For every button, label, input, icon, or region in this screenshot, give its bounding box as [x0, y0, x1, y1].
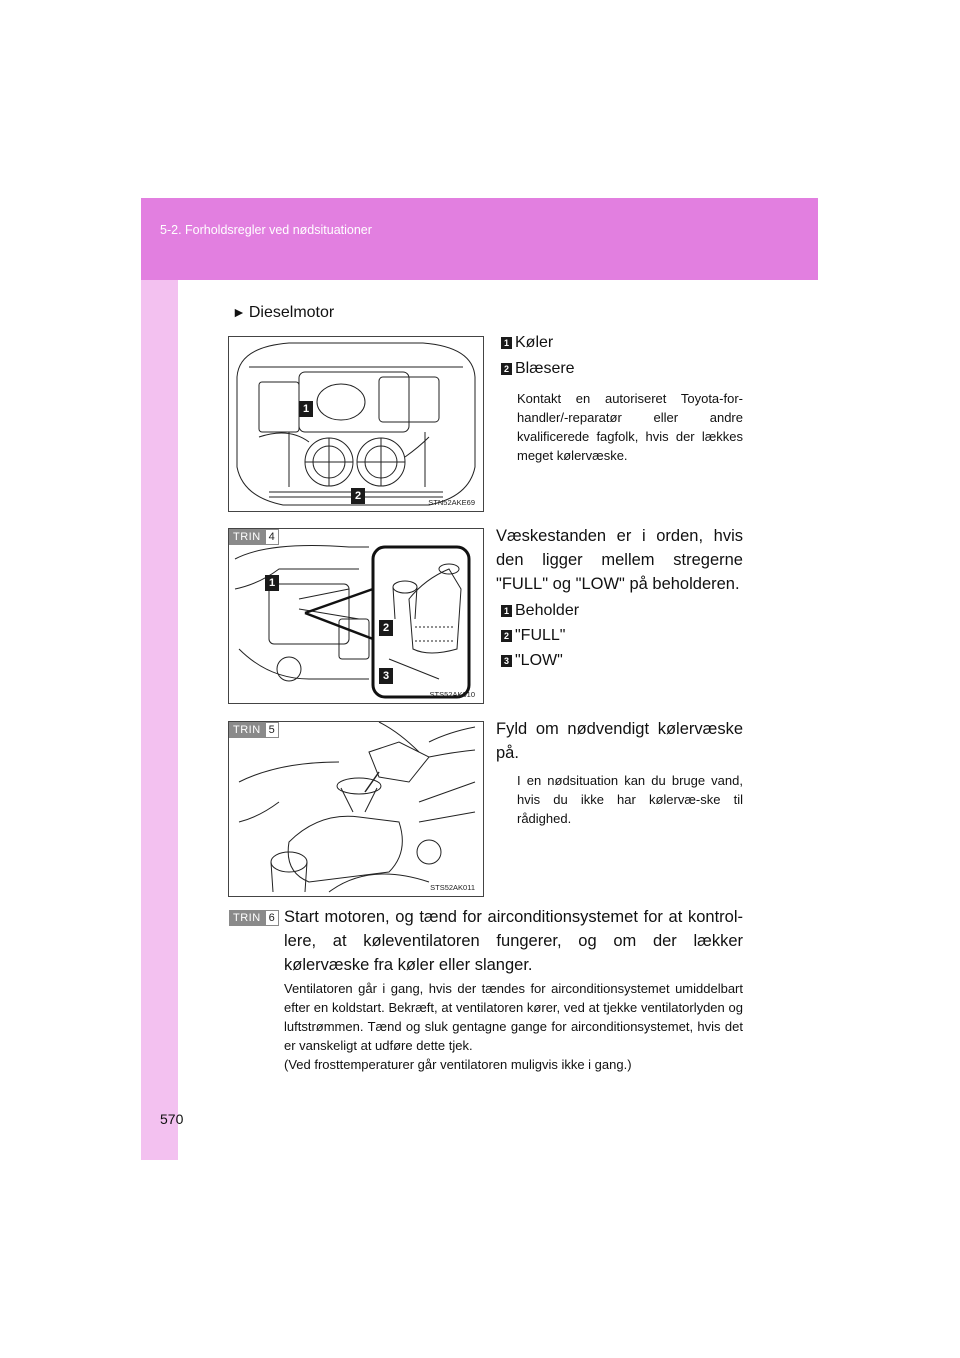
- step-number: 4: [265, 529, 279, 545]
- list-item: 3 "LOW": [501, 652, 563, 670]
- note-text: Ventilatoren går i gang, hvis der tændes for airconditionsystemet umiddelbart efter en koldstart. Bekræft, at ventilatoren kører, ved at tjekke ventilatorlyden og luftstrømmen. Tænd og sluk gentagne gange for airconditionsystemet, hvis det er vanskeligt at udføre dette tjek.: [284, 981, 743, 1053]
- figure-code: STN52AKE69: [428, 498, 475, 507]
- callout-2: 2: [379, 620, 393, 636]
- side-strip: [141, 280, 178, 1160]
- refill-illustration: [229, 722, 483, 896]
- step-label: TRIN: [229, 529, 265, 545]
- header-bar: [141, 198, 818, 280]
- step-badge: [229, 722, 279, 738]
- list-item: 2 Blæsere: [501, 360, 575, 378]
- page-number: 570: [160, 1111, 184, 1127]
- figure-coolant-reservoir: [228, 528, 484, 704]
- number-badge: 2: [501, 630, 512, 642]
- number-badge: 3: [501, 655, 512, 667]
- callout-2: 2: [351, 488, 365, 504]
- number-badge: 1: [501, 337, 512, 349]
- figure-engine-bay-diesel: [228, 336, 484, 512]
- step-badge: [229, 529, 279, 545]
- note-text-2: (Ved frosttemperaturer går ventilatoren muligvis ikke i gang.): [284, 1057, 632, 1072]
- callout-1: 1: [265, 575, 279, 591]
- list-item: 2 "FULL": [501, 627, 565, 645]
- step-text: Fyld om nødvendigt kølervæske på.: [496, 720, 743, 762]
- step-label: TRIN: [229, 722, 265, 738]
- step-text: Væskestanden er i orden, hvis den ligger mellem stregerne "FULL" og "LOW" på beholderen.: [496, 527, 743, 593]
- figure-code: STS52AK011: [430, 883, 475, 892]
- step-label: TRIN: [229, 910, 265, 926]
- reservoir-illustration: [229, 529, 483, 703]
- note-text: Kontakt en autoriseret Toyota-for-handler/-reparatør eller andre kvalificerede fagfolk, hvis der lækkes meget kølervæske.: [517, 391, 743, 463]
- step-badge: [229, 910, 279, 926]
- list-item: 1 Køler: [501, 334, 553, 352]
- subhead-label: Dieselmotor: [248, 304, 335, 321]
- triangle-bullet-icon: ►: [232, 304, 246, 320]
- number-badge: 1: [501, 605, 512, 617]
- step-number: 5: [265, 722, 279, 738]
- engine-bay-illustration: [229, 337, 483, 511]
- callout-1: 1: [299, 401, 313, 417]
- section-title: 5-2. Forholdsregler ved nødsituationer: [160, 223, 372, 237]
- list-item: 1 Beholder: [501, 602, 579, 620]
- subhead: [232, 304, 334, 322]
- step-text: Start motoren, og tænd for airconditionsystemet for at kontrol-lere, at køleventilatoren fungerer, og om der lækker kølervæske fra køler eller slanger.: [284, 908, 743, 974]
- note-text: I en nødsituation kan du bruge vand, hvis du ikke har kølervæ-ske til rådighed.: [517, 773, 743, 826]
- callout-3: 3: [379, 668, 393, 684]
- figure-refill-coolant: [228, 721, 484, 897]
- figure-code: STS52AK010: [429, 690, 475, 699]
- step-number: 6: [265, 910, 279, 926]
- number-badge: 2: [501, 363, 512, 375]
